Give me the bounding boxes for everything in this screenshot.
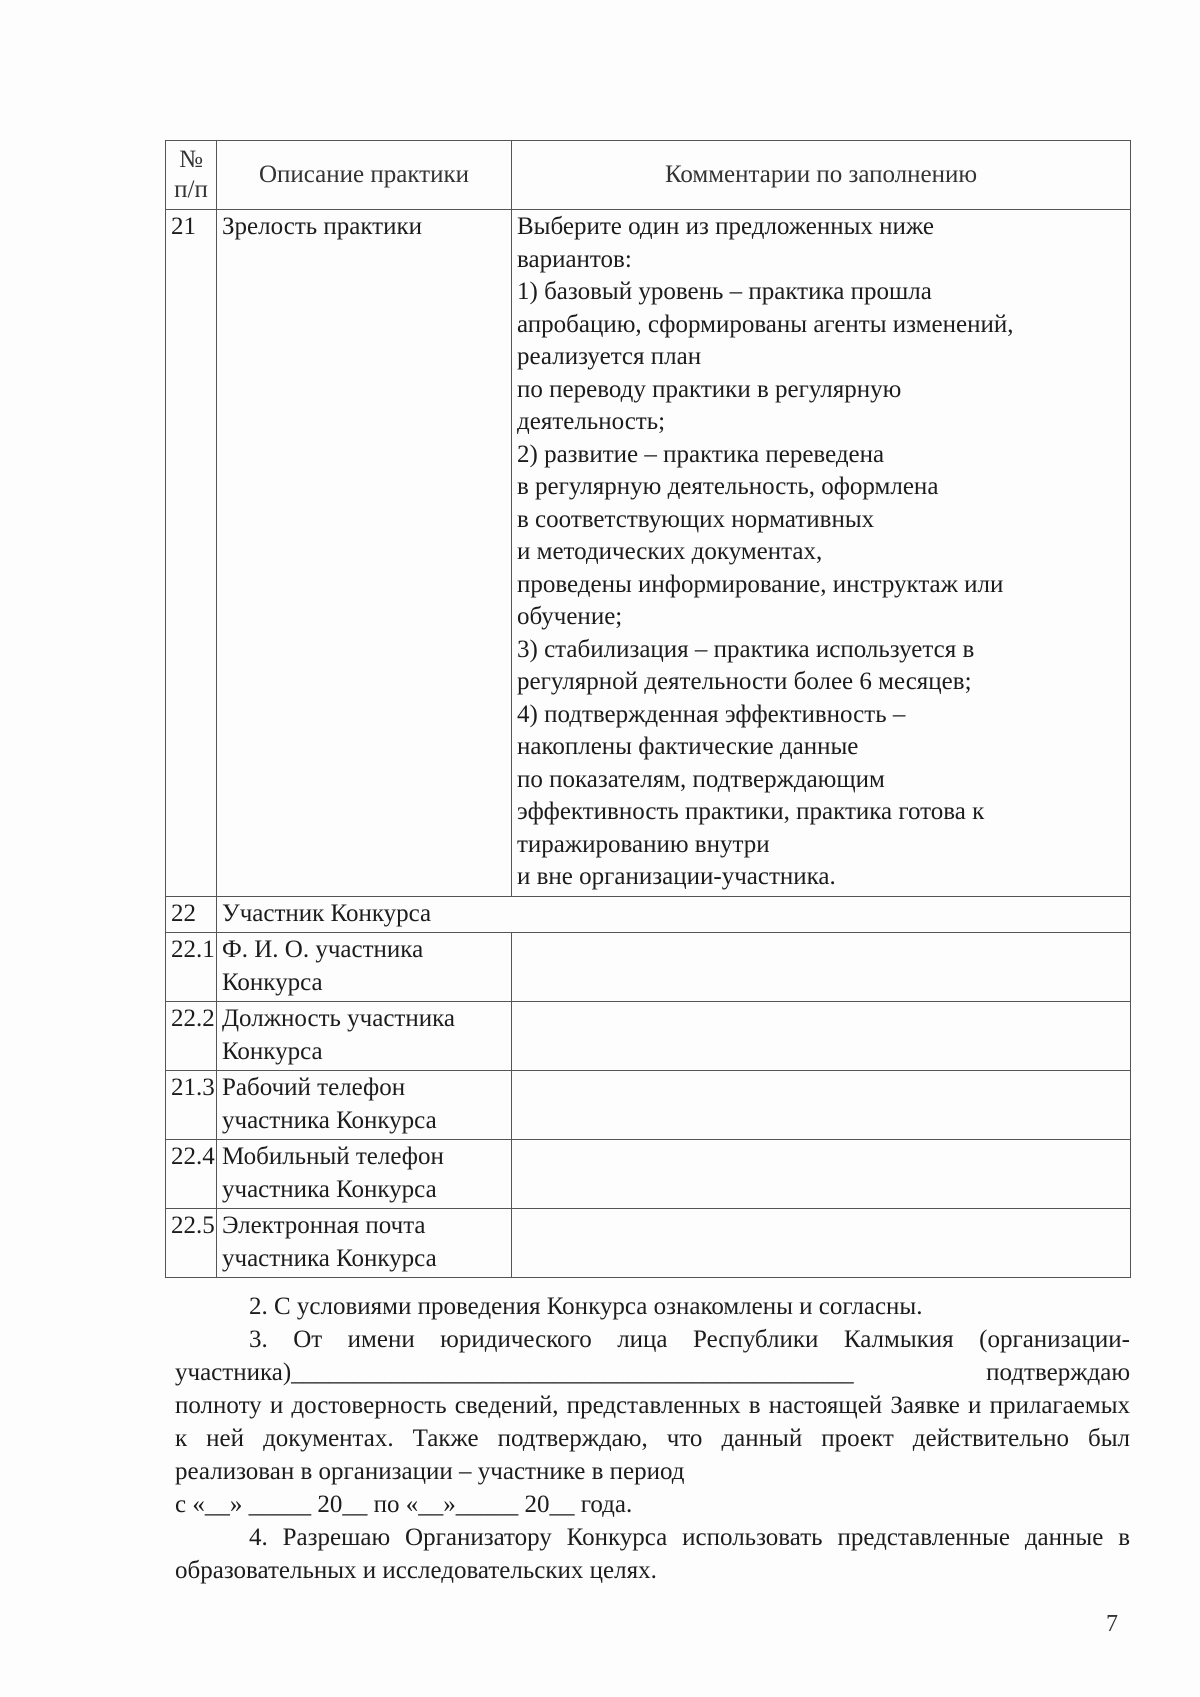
- comment-line: реализуется план: [517, 343, 702, 370]
- comment-line: апробацию, сформированы агенты изменений,: [517, 310, 1014, 338]
- table-row: [166, 1071, 1131, 1140]
- comment-line: тиражированию внутри: [517, 830, 770, 858]
- row-label: Зрелость практики: [217, 210, 512, 897]
- comment-line: накоплены фактические данные: [517, 733, 859, 760]
- row-number: 22.4: [166, 1140, 217, 1209]
- page-number: 7: [1106, 1611, 1118, 1637]
- comment-line: и вне организации-участника.: [517, 863, 836, 890]
- paragraph-2: 2. С условиями проведения Конкурса ознакомлены и согласны.: [249, 1293, 923, 1320]
- table-header-row: [166, 141, 1131, 210]
- work-phone-field[interactable]: [512, 1071, 1131, 1140]
- comment-line: Выберите один из предложенных ниже: [517, 213, 934, 240]
- comment-line: вариантов:: [517, 245, 632, 273]
- paragraph-4: 4. Разрешаю Организатору Конкурса использовать представленные данные в образовательных и исследовательских целях.: [175, 1524, 1130, 1584]
- declaration-text: [175, 1290, 1130, 1587]
- row-number: 22.5: [166, 1209, 217, 1278]
- row-number: 21.3: [166, 1071, 217, 1140]
- mobile-phone-field[interactable]: [512, 1140, 1131, 1209]
- comment-line: по показателям, подтверждающим: [517, 765, 885, 793]
- paragraph-3-line-2: участника)_____________________________________________ подтверждаю: [175, 1359, 1130, 1386]
- comment-line: обучение;: [517, 603, 623, 630]
- row-label: Рабочий телефон участника Конкурса: [217, 1071, 512, 1140]
- row-number: 22.2: [166, 1002, 217, 1071]
- comment-line: 3) стабилизация – практика используется в: [517, 635, 975, 663]
- header-comments: Комментарии по заполнению: [512, 141, 1131, 210]
- comment-line: регулярной деятельности более 6 месяцев;: [517, 668, 972, 695]
- table-row-21: [166, 210, 1131, 897]
- comment-line: 2) развитие – практика переведена: [517, 440, 885, 468]
- comment-line: деятельность;: [517, 408, 666, 435]
- email-field[interactable]: [512, 1209, 1131, 1278]
- table-row: [166, 1209, 1131, 1278]
- table-row: [166, 1002, 1131, 1071]
- comment-line: проведены информирование, инструктаж или: [517, 570, 1004, 598]
- comment-line: эффективность практики, практика готова к: [517, 798, 985, 825]
- comment-line: по переводу практики в регулярную: [517, 375, 902, 403]
- application-table: [165, 140, 1131, 1278]
- row-number: 22.1: [166, 933, 217, 1002]
- row-number: 21: [166, 210, 217, 897]
- row-label: Ф. И. О. участника Конкурса: [217, 933, 512, 1002]
- comment-line: в соответствующих нормативных: [517, 505, 875, 533]
- fio-field[interactable]: [512, 933, 1131, 1002]
- paragraph-3-line-1: 3. От имени юридического лица Республики Калмыкия (организации-: [249, 1326, 1130, 1353]
- table-row-22: [166, 896, 1131, 933]
- comment-line: 4) подтвержденная эффективность –: [517, 700, 906, 728]
- row-comment: [512, 210, 1131, 897]
- comment-line: и методических документах,: [517, 538, 823, 565]
- row-label: Мобильный телефон участника Конкурса: [217, 1140, 512, 1209]
- row-label: Должность участника Конкурса: [217, 1002, 512, 1071]
- comment-line: 1) базовый уровень – практика прошла: [517, 278, 932, 305]
- row-number: 22: [166, 896, 217, 933]
- table-row: [166, 933, 1131, 1002]
- header-number: № п/п: [166, 141, 217, 210]
- paragraph-3-body: полноту и достоверность сведений, представленных в настоящей Заявке и прилагаемых к ней документах. Также подтверждаю, что данный проект действительно был реализован в организации – участнике в период: [175, 1392, 1130, 1485]
- paragraph-3-period: с «__» _____ 20__ по «__»_____ 20__ года.: [175, 1491, 633, 1518]
- row-label: Участник Конкурса: [217, 896, 1131, 933]
- header-description: Описание практики: [217, 141, 512, 210]
- comment-line: в регулярную деятельность, оформлена: [517, 473, 939, 500]
- table-row: [166, 1140, 1131, 1209]
- position-field[interactable]: [512, 1002, 1131, 1071]
- row-label: Электронная почта участника Конкурса: [217, 1209, 512, 1278]
